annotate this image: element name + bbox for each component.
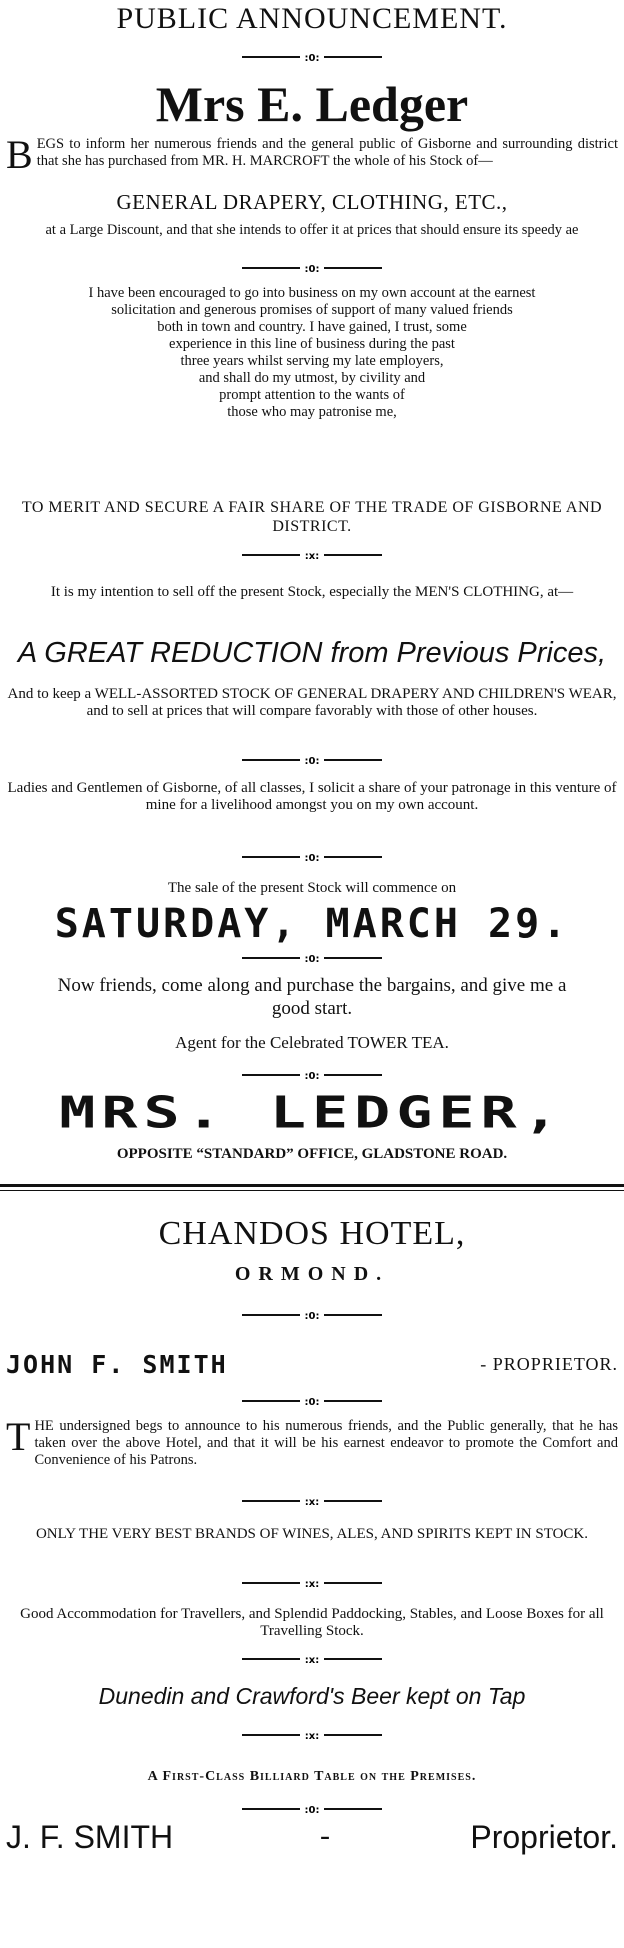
business-line: experience in this line of business during the past — [169, 336, 455, 352]
goods-heading: GENERAL DRAPERY, CLOTHING, ETC., — [116, 190, 508, 214]
separator — [0, 1310, 624, 1320]
merit-heading: TO MERIT AND SECURE A FAIR SHARE OF THE TRADE OF GISBORNE AND DISTRICT. — [21, 499, 603, 535]
svg-text::0:: :0: — [304, 264, 320, 273]
notice-text: HE undersigned begs to announce to his numerous friends, and the Public generally, that he has taken over the above Hotel, and that it will be his earnest endeavor to promote the Comfort and Convenience of his Patrons. — [34, 1418, 618, 1468]
intro-text: EGS to inform her numerous friends and the general public of Gisborne and surrounding district that she has purchased from MR. H. MARCROFT the whole of his Stock of— — [36, 136, 618, 169]
separator-x — [0, 1654, 624, 1664]
svg-text::x:: :x: — [304, 1497, 320, 1506]
address-line: OPPOSITE “STANDARD” OFFICE, GLADSTONE ROAD. — [116, 1146, 508, 1162]
footer-name: J. F. SMITH — [6, 1819, 174, 1855]
separator — [0, 953, 624, 963]
separator — [0, 852, 624, 862]
drop-cap: B — [6, 132, 33, 177]
separator — [0, 755, 624, 765]
billiard-line: A First-Class Billiard Table on the Premises. — [147, 1769, 477, 1784]
ledger-signature: MRS. LEDGER, — [59, 1087, 565, 1139]
separator — [0, 1070, 624, 1080]
svg-text::0:: :0: — [304, 954, 320, 963]
business-line: both in town and country. I have gained, I trust, some — [157, 319, 467, 335]
svg-text::0:: :0: — [304, 53, 320, 62]
proprietor-line — [6, 1350, 618, 1380]
sale-line: The sale of the present Stock will commence on — [167, 880, 457, 896]
separator-x — [0, 1730, 624, 1740]
hotel-title: CHANDOS HOTEL, — [158, 1215, 466, 1252]
svg-text::0:: :0: — [304, 1397, 320, 1406]
separator-x — [0, 1578, 624, 1588]
column-rule — [0, 1190, 624, 1191]
discount-paragraph: at a Large Discount, and that she intends to offer it at prices that should ensure its speedy ae — [45, 222, 579, 238]
svg-text::x:: :x: — [304, 1579, 320, 1588]
intention-paragraph: It is my intention to sell off the present Stock, especially the MEN'S CLOTHING, at— — [50, 584, 574, 600]
separator — [0, 1804, 624, 1814]
business-line: solicitation and generous promises of support of many valued friends — [111, 302, 513, 318]
separator — [0, 263, 624, 273]
svg-text::0:: :0: — [304, 1071, 320, 1080]
business-line: and shall do my utmost, by civility and — [198, 370, 426, 386]
separator — [0, 1396, 624, 1406]
stock-paragraph: And to keep a WELL-ASSORTED STOCK OF GENERAL DRAPERY AND CHILDREN'S WEAR, and to sell at prices that will compare favorably with those of other houses. — [7, 686, 617, 719]
footer-dash: - — [320, 1819, 330, 1852]
friends-paragraph: Now friends, come along and purchase the bargains, and give me a good start. — [57, 975, 567, 1019]
column-rule — [0, 1184, 624, 1187]
business-line: prompt attention to the wants of — [219, 387, 405, 403]
separator-x — [0, 550, 624, 560]
public-announcement-header: PUBLIC ANNOUNCEMENT. — [116, 2, 508, 35]
drop-cap: T — [6, 1414, 31, 1459]
reduction-heading: A GREAT REDUCTION from Previous Prices, — [17, 637, 607, 669]
footer-label: Proprietor. — [470, 1819, 618, 1855]
business-paragraph — [6, 285, 618, 421]
separator-x — [0, 1496, 624, 1506]
notice-paragraph — [6, 1414, 618, 1469]
separator — [0, 52, 624, 62]
ladies-paragraph: Ladies and Gentlemen of Gisborne, of all classes, I solicit a share of your patronage in this venture of mine for a livelihood amongst you on my own account. — [7, 780, 617, 813]
ledger-name-title: Mrs E. Ledger — [155, 76, 469, 132]
business-line: I have been encouraged to go into business on my own account at the earnest — [88, 285, 536, 301]
proprietor-name: JOHN F. SMITH — [6, 1350, 228, 1379]
business-line: those who may patronise me, — [227, 404, 397, 420]
beer-line: Dunedin and Crawford's Beer kept on Tap — [98, 1683, 526, 1709]
sale-date: SATURDAY, MARCH 29. — [54, 901, 570, 947]
svg-text::0:: :0: — [304, 1805, 320, 1814]
accommodation-paragraph: Good Accommodation for Travellers, and Splendid Paddocking, Stables, and Loose Boxes for all Travelling Stock. — [20, 1606, 604, 1639]
svg-text::x:: :x: — [304, 1655, 320, 1664]
svg-text::x:: :x: — [304, 1731, 320, 1740]
svg-text::0:: :0: — [304, 1311, 320, 1320]
svg-text::x:: :x: — [304, 551, 320, 560]
svg-text::0:: :0: — [304, 853, 320, 862]
business-line: three years whilst serving my late employers, — [180, 353, 444, 369]
brands-paragraph: ONLY THE VERY BEST BRANDS OF WINES, ALES, AND SPIRITS KEPT IN STOCK. — [35, 1526, 589, 1542]
agent-line: Agent for the Celebrated TOWER TEA. — [175, 1033, 449, 1052]
proprietor-label: - PROPRIETOR. — [480, 1354, 618, 1374]
hotel-location: ORMOND. — [234, 1263, 390, 1285]
footer-proprietor-line — [6, 1818, 618, 1858]
intro-paragraph — [6, 132, 618, 177]
svg-text::0:: :0: — [304, 756, 320, 765]
